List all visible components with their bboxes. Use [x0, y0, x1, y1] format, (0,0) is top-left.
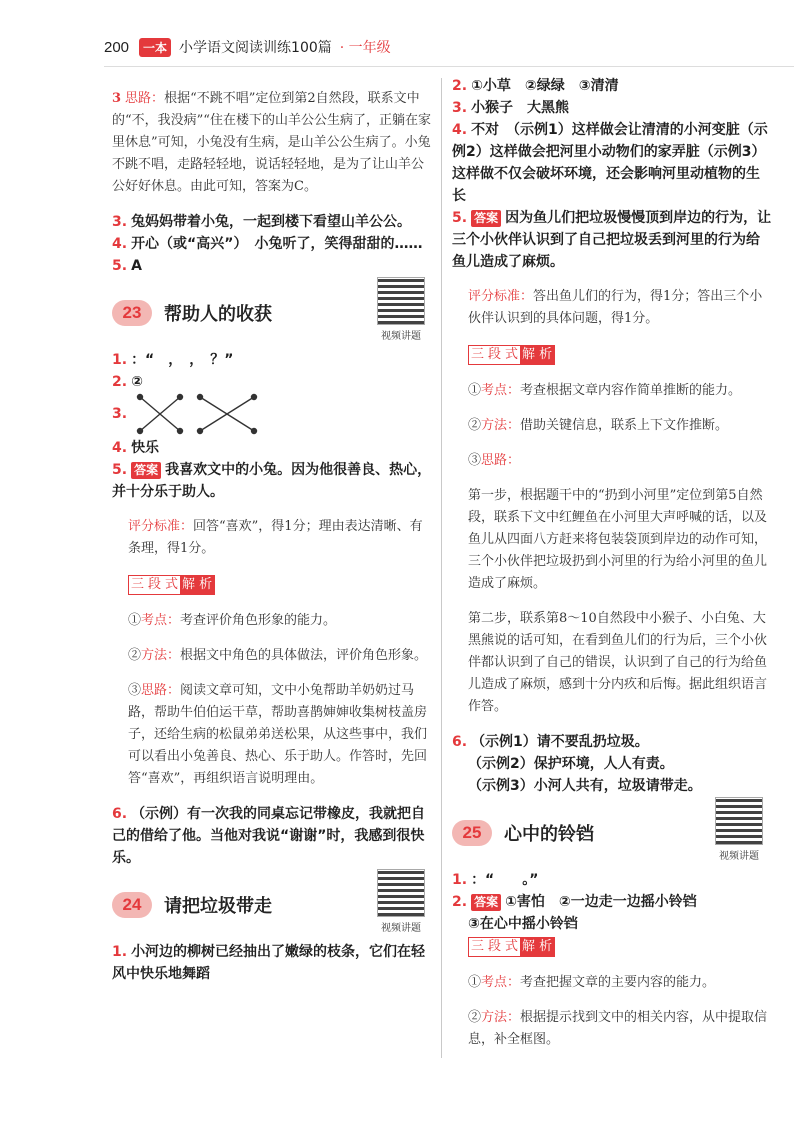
- section-number: 24: [122, 895, 142, 914]
- score-text: 回答“喜欢”，得1分；理由表达清晰、有条理，得1分。: [128, 519, 423, 556]
- qr-code[interactable]: [714, 797, 764, 862]
- analysis-method: [452, 415, 772, 437]
- qr-code-icon: [377, 277, 425, 325]
- q3-head: 3: [112, 91, 122, 106]
- item-number: 6.: [112, 806, 128, 822]
- answer-tag: 答案: [131, 462, 161, 479]
- item-text: ②: [131, 374, 143, 390]
- section24-answer-4: [452, 119, 772, 207]
- qr-code[interactable]: [376, 277, 426, 342]
- tag-char: 段: [148, 577, 162, 592]
- item-text: ：“ 。”: [471, 872, 539, 888]
- section25-answer-2-line2: ③在心中摇小铃铛: [468, 916, 578, 932]
- scoring-standard: [452, 286, 772, 330]
- answer-4: [112, 437, 434, 459]
- tag-char: 三: [471, 347, 485, 362]
- qr-label: 视频讲题: [719, 851, 759, 862]
- section24-answer-1: [112, 941, 434, 985]
- section-title: 心中的铃铛: [504, 824, 594, 845]
- item-number: 2.: [112, 374, 128, 390]
- item-text: （示例1）请不要乱扔垃圾。: [471, 734, 649, 750]
- section-number-badge: [452, 820, 492, 846]
- three-step-analysis-tag: [468, 345, 555, 365]
- match-dot: [177, 395, 182, 400]
- three-step-analysis-tag: [128, 575, 215, 595]
- analysis-step-2: 第二步，联系第8～10自然段中小猴子、小白兔、大黑熊说的话可知，在看到鱼儿们的行为后，三个小伙伴都认识到了自己的错误，认识到了自己的行为给鱼儿造成了麻烦，感到十分内疚和后悔。据此组织语言作答。: [468, 611, 768, 714]
- analysis-thinking: [452, 450, 772, 472]
- tag-char: 三: [471, 939, 485, 954]
- step-number: ②: [128, 648, 142, 663]
- item-text: ①小草 ②绿绿 ③清清: [471, 78, 619, 94]
- tag-char: 段: [488, 939, 502, 954]
- qr-code-icon: [377, 869, 425, 917]
- answer-1: [112, 349, 434, 371]
- item-number: 2.: [452, 78, 468, 94]
- match-dot: [251, 429, 256, 434]
- item-text: 快乐: [131, 440, 160, 456]
- tag-char: 解: [522, 939, 536, 954]
- step-text: 考查把握文章的主要内容的能力。: [520, 975, 716, 990]
- q3-thinking: [112, 88, 434, 198]
- item-number: 1.: [452, 872, 468, 888]
- score-label: 评分标准：: [128, 519, 194, 534]
- tag-char: 解: [182, 577, 196, 592]
- item-number: 4.: [112, 440, 128, 456]
- item-text: 兔妈妈带着小兔，一起到楼下看望山羊公公。: [131, 214, 412, 230]
- analysis-point: [452, 972, 772, 994]
- tag-char: 段: [488, 347, 502, 362]
- section-title: 帮助人的收获: [164, 304, 272, 325]
- section-number: 23: [122, 303, 142, 322]
- step-label: 方法：: [481, 418, 521, 433]
- tag-char: 析: [539, 347, 553, 362]
- page-number: 200: [104, 38, 130, 56]
- page-header: [104, 30, 391, 64]
- section25-answer-2: [452, 891, 772, 913]
- qr-code-icon: [715, 797, 763, 845]
- section24-answer-6: [452, 731, 772, 753]
- answer-6: [112, 803, 434, 869]
- matching-lines-diagram: [136, 393, 266, 435]
- step-label: 思路：: [141, 683, 181, 698]
- section-title: 请把垃圾带走: [164, 896, 272, 917]
- step-text: 考查评价角色形象的能力。: [180, 613, 337, 628]
- grade-label: · 一年级: [339, 40, 391, 56]
- answer-2: [112, 371, 434, 393]
- step-text: 阅读文章可知，文中小兔帮助羊奶奶过马路，帮助牛伯伯运干草，帮助喜鹊婶婶收集树枝盖房子，还给生病的松鼠弟弟送松果，从这些事中，我们可以看出小兔善良、热心、乐于助人。作答时，先回答“喜欢”，再组织语言说明理由。: [128, 683, 428, 786]
- tag-char: 式: [505, 939, 519, 954]
- left-column: [112, 75, 434, 985]
- item-text: 我喜欢文中的小兔。因为他很善良、热心，并十分乐于助人。: [112, 462, 432, 500]
- section24-answer-2: [452, 75, 772, 97]
- answer-tag: 答案: [471, 210, 501, 227]
- three-step-analysis-tag: [468, 937, 555, 957]
- item-text: ：“ ， ， ？”: [131, 352, 234, 368]
- item-number: 5.: [452, 210, 468, 226]
- step-label: 考点：: [481, 975, 521, 990]
- step-number: ①: [128, 613, 142, 628]
- item-number: 1.: [112, 944, 128, 960]
- item-5: [112, 255, 434, 277]
- section-25: [452, 797, 772, 869]
- section24-answer-5: [452, 207, 772, 273]
- score-text: 答出鱼儿们的行为，得1分；答出三个小伙伴认识到的具体问题，得1分。: [468, 289, 763, 326]
- step-number: ③: [128, 683, 142, 698]
- q3-thinking-label: 思路：: [125, 91, 165, 106]
- section-number-badge: [112, 300, 152, 326]
- answer-6-example-2: （示例2）保护环境，人人有责。: [468, 756, 674, 772]
- analysis-thinking: [112, 680, 434, 790]
- tag-char: 析: [199, 577, 213, 592]
- item-number: 5.: [112, 462, 128, 478]
- analysis-point: [112, 610, 434, 632]
- match-dot: [197, 429, 202, 434]
- step-text: 根据提示找到文中的相关内容，从中提取信息，补全框图。: [468, 1010, 768, 1047]
- analysis-step-1: 第一步，根据题干中的“扔到小河里”定位到第5自然段，联系下文中红鲤鱼在小河里大声呼喊的话，以及鱼儿从四面八方赶来将包装袋顶到岸边的动作可知，三个小伙伴把垃圾扔到小河里的行为给小河里的鱼儿造成了麻烦。: [468, 488, 768, 591]
- analysis-method: [452, 1007, 772, 1051]
- step-number: ①: [468, 383, 482, 398]
- match-dot: [251, 395, 256, 400]
- step-number: ③: [468, 453, 482, 468]
- section-number: 25: [462, 823, 482, 842]
- item-text: 小河边的柳树已经抽出了嫩绿的枝条，它们在轻风中快乐地舞蹈: [112, 944, 426, 982]
- step-text: 根据文中角色的具体做法，评价角色形象。: [180, 648, 428, 663]
- step-text: 考查根据文章内容作简单推断的能力。: [520, 383, 742, 398]
- score-label: 评分标准：: [468, 289, 534, 304]
- item-number: 6.: [452, 734, 468, 750]
- section25-answer-1: [452, 869, 772, 891]
- section-23: [112, 277, 434, 349]
- step-text: 借助关键信息，联系上下文作推断。: [520, 418, 729, 433]
- step-label: 考点：: [141, 613, 181, 628]
- section-number-badge: [112, 892, 152, 918]
- column-divider: [441, 78, 442, 1058]
- tag-char: 析: [539, 939, 553, 954]
- analysis-point: [452, 380, 772, 402]
- right-column: [452, 75, 772, 1064]
- item-number: 3.: [112, 214, 128, 230]
- item-number: 2.: [452, 894, 468, 910]
- tag-char: 式: [505, 347, 519, 362]
- item-text: 开心（或“高兴”） 小兔听了，笑得甜甜的……: [131, 236, 423, 252]
- match-dot: [177, 429, 182, 434]
- book-title: 小学语文阅读训练100篇: [179, 40, 332, 56]
- section24-answer-3: [452, 97, 772, 119]
- answer-3: [112, 393, 434, 437]
- item-number: 5.: [112, 258, 128, 274]
- answer-5: [112, 459, 434, 503]
- item-text: 因为鱼儿们把垃圾慢慢顶到岸边的行为，让三个小伙伴认识到了自己把垃圾丢到河里的行为给鱼儿造成了麻烦。: [452, 210, 772, 270]
- item-text: ①害怕 ②一边走一边摇小铃铛: [505, 894, 697, 910]
- item-number: 4.: [452, 122, 468, 138]
- item-text: A: [131, 258, 142, 274]
- item-3: [112, 211, 434, 233]
- item-number: 4.: [112, 236, 128, 252]
- section-24: [112, 869, 434, 941]
- scoring-standard: [112, 516, 434, 560]
- match-dot: [137, 429, 142, 434]
- step-label: 方法：: [141, 648, 181, 663]
- item-number: 1.: [112, 352, 128, 368]
- step-label: 思路：: [481, 453, 521, 468]
- answer-tag: 答案: [471, 894, 501, 911]
- item-text: （示例）有一次我的同桌忘记带橡皮，我就把自己的借给了他。当他对我说“谢谢”时，我感到很快乐。: [112, 806, 426, 866]
- match-dot: [197, 395, 202, 400]
- step-number: ②: [468, 1010, 482, 1025]
- analysis-method: [112, 645, 434, 667]
- qr-label: 视频讲题: [381, 331, 421, 342]
- item-text: 小猴子 大黑熊: [471, 100, 570, 116]
- tag-char: 解: [522, 347, 536, 362]
- qr-code[interactable]: [376, 869, 426, 934]
- item-number: 3.: [452, 100, 468, 116]
- header-rule: [104, 66, 794, 67]
- tag-char: 三: [131, 577, 145, 592]
- item-number: 3.: [112, 406, 128, 422]
- step-label: 考点：: [481, 383, 521, 398]
- qr-label: 视频讲题: [381, 923, 421, 934]
- item-text: 不对 （示例1）这样做会让清清的小河变脏（示例2）这样做会把河里小动物们的家弄脏（示例3）这样做不仅会破坏环境，还会影响河里动植物的生长: [452, 122, 768, 204]
- step-number: ①: [468, 975, 482, 990]
- step-number: ②: [468, 418, 482, 433]
- q3-thinking-text: 根据“不跳不唱”定位到第2自然段，联系文中的“不，我没病”“住在楼下的山羊公公生病了，正躺在家里休息”可知，小兔没有生病，是山羊公公生病了。小兔不跳不唱，走路轻轻地，说话轻轻地，是为了让山羊公公好好休息。由此可知，答案为C。: [112, 91, 431, 194]
- tag-char: 式: [165, 577, 179, 592]
- item-4: [112, 233, 434, 255]
- answer-6-example-3: （示例3）小河人共有，垃圾请带走。: [468, 778, 702, 794]
- match-dot: [137, 395, 142, 400]
- step-label: 方法：: [481, 1010, 521, 1025]
- brand-logo: 一本: [139, 38, 171, 57]
